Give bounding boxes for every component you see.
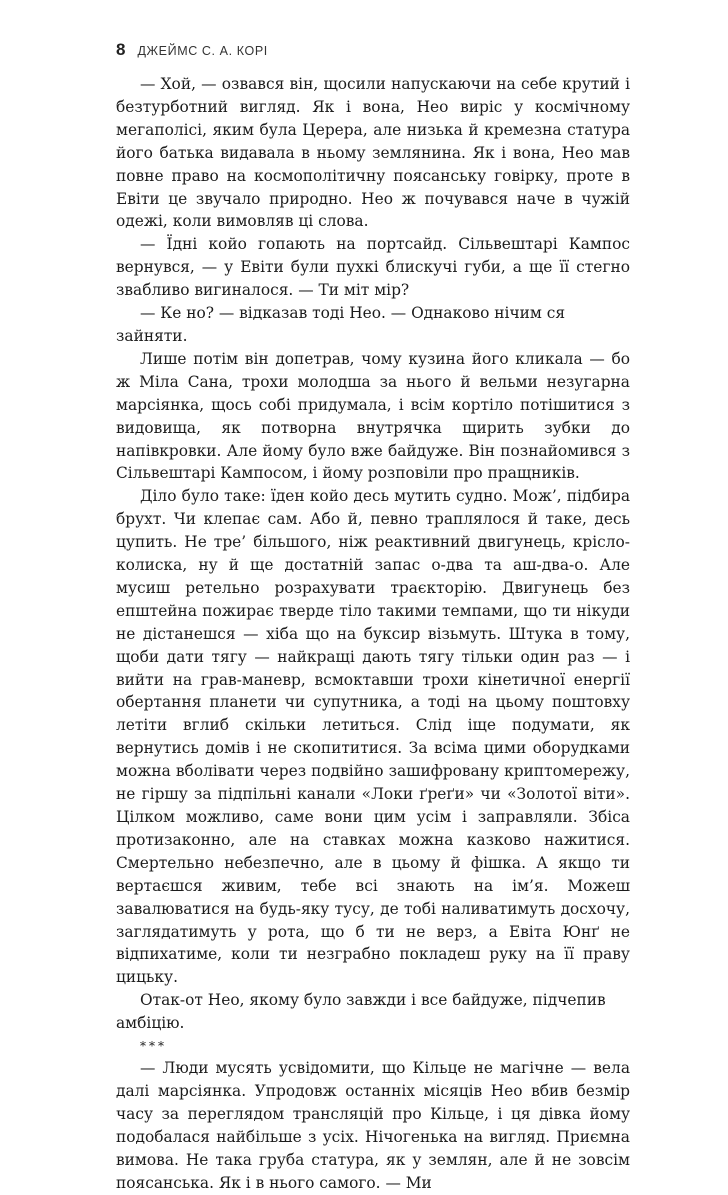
paragraph: — Їдні койо гопають на портсайд. Сільвештарі Кампос вернувся, — у Евіти були пухкі блискучі губи, а ще її стегно звабливо вигиналося. — Ти міт мір? bbox=[116, 235, 630, 300]
body-text bbox=[116, 73, 630, 1195]
paragraph: — Ке но? — відказав тоді Нео. — Однаково нічим ся зайняти. bbox=[116, 304, 566, 345]
paragraph: Лише потім він допетрав, чому кузина його кликала — бо ж Міла Сана, трохи молодша за нього й вельми незугарна марсіянка, щось собі придумала, і всім кортіло потішитися з видовища, як потворна внутрячка щирить зубки до напівкровки. Але йому було вже байдуже. Він познайомився з Сільвештарі Кампосом, і йому розповіли про пращників. bbox=[116, 349, 630, 483]
paragraph: Діло було таке: їден койо десь мутить судно. Мож’, підбира брухт. Чи клепає сам. Або й, певно траплялося й таке, десь цупить. Не тре’ більшого, ніж реактивний двигунець, крісло-колиска, ну й ще достатній запас о-два та аш-два-о. Але мусиш ретельно розрахувати траєкторію. Двигунець без епштейна пожирає тверде тіло такими темпами, що ти нікуди не дістанешся — хіба що на буксир візьмуть. Штука в тому, щоби дати тягу — найкращі дають тягу тільки один раз — і вийти на грав-маневр, всмоктавши трохи кінетичної енергії обертання планети чи супутника, а тоді на цьому поштовху летіти вглиб скільки летиться. Слід іще подумати, як вернутись домів і не скопититися. За всіма цими оборудками можна вболівати через подвійно зашифровану криптомережу, не гіршу за підпільні канали «Локи ґреґи» чи «Золотої віти». Цілком можливо, саме вони цим усім і заправляли. Збіса протизаконно, але на ставках можна казково нажитися. Смертельно небезпечно, але в цьому й фішка. А якщо ти вертаєшся живим, тебе всі знають на ім’я. Можеш завалюватися на будь-яку тусу, де тобі наливатимуть досхочу, заглядатимуть у рота, що б ти не верз, а Евіта Юнґ не відпихатиме, коли ти незграбно покладеш руку на її праву цицьку. bbox=[116, 487, 630, 987]
section-separator: *** bbox=[140, 1039, 167, 1054]
paragraph: Отак-от Нео, якому було завжди і все байдуже, підчепив амбіцію. bbox=[116, 991, 606, 1033]
page-header bbox=[116, 40, 636, 62]
paragraph: — Люди мусять усвідомити, що Кільце не магічне — вела далі марсіянка. Упродовж останніх місяців Нео вбив безмір часу за переглядом трансляцій про Кільце, і ця дівка йому подобалася найбільше з усіх. Нічогенька на вигляд. Приємна вимова. Не така груба статура, як у землян, але й не зовсім поясанська. Як і в нього самого. — Ми bbox=[116, 1059, 630, 1192]
running-head: ДЖЕЙМС С. А. КОРІ bbox=[137, 44, 268, 58]
paragraph: — Хой, — озвався він, щосили напускаючи на себе крутий і безтурботний вигляд. Як і вона, Нео виріс у космічному мегаполісі, яким була Церера, але низька й кремезна статура його батька видавала в ньому землянина. Як і вона, Нео мав повне право на космополітичну поясанську говірку, проте в Евіти це звучало природно. Нео ж почувався наче в чужій одежі, коли вимовляв ці слова. bbox=[116, 75, 630, 231]
page-number: 8 bbox=[116, 40, 126, 59]
